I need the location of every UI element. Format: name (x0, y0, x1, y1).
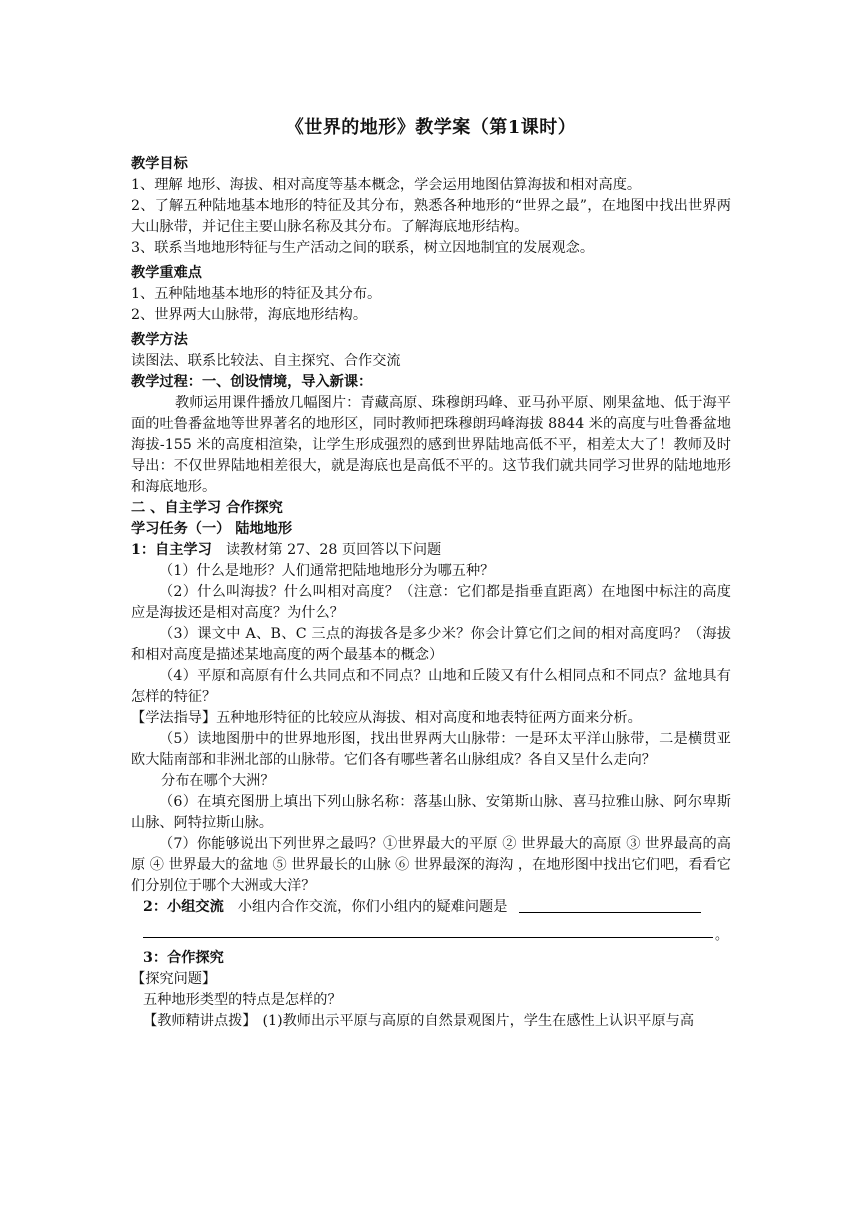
section2-heading: 二 、自主学习 合作探究 (131, 500, 283, 516)
guide-line (131, 708, 731, 729)
question-1: （1）什么是地形？人们通常把陆地地形分为哪五种？ (159, 563, 495, 579)
step1-line (131, 540, 731, 561)
goals-heading: 教学目标 (131, 156, 188, 172)
methods-heading: 教学方法 (131, 332, 188, 348)
key-point-2: 2、世界两大山脉带，海底地形结构。 (131, 307, 368, 323)
step1-text: 读教材第 27、28 页回答以下问题 (225, 542, 442, 558)
inquiry-text: 五种地形类型的特点是怎样的？ (143, 992, 342, 1008)
goal-item-1: 1、理解 地形、海拔、相对高度等基本概念，学会运用地图估算海拔和相对高度。 (131, 177, 642, 193)
question-4: （4）平原和高原有什么共同点和不同点？山地和丘陵又有什么相同点和不同点？盆地具有怎样的特征？ (131, 668, 731, 705)
document-title: 《世界的地形》教学案（第1课时） (285, 117, 577, 138)
goal-item-3: 3、联系当地地形特征与生产活动之间的联系，树立因地制宜的发展观念。 (131, 240, 595, 256)
task1-heading: 学习任务（一） 陆地地形 (131, 521, 293, 537)
question-2: （2）什么叫海拔？什么叫相对高度？（注意：它们都是指垂直距离）在地图中标注的高度应是海拔还是相对高度？为什么？ (131, 584, 731, 621)
step1-label: 1：自主学习 (131, 542, 212, 558)
step3-label: 3：合作探究 (143, 950, 224, 966)
question-6: （6）在填充图册上填出下列山脉名称：落基山脉、安第斯山脉、喜马拉雅山脉、阿尔卑斯山脉、阿特拉斯山脉。 (131, 794, 731, 831)
step2-label: 2：小组交流 (143, 899, 224, 915)
answer-line[interactable] (143, 918, 731, 944)
methods-text: 读图法、联系比较法、自主探究、合作交流 (131, 353, 401, 369)
step2-line (143, 897, 731, 918)
document-body (131, 114, 731, 1032)
inquiry-label: 【探究问题】 (131, 971, 217, 987)
question-3: （3）课文中 A、B、C 三点的海拔各是多少米？你会计算它们之间的相对高度吗？（海拔和相对高度是描述某地高度的两个最基本的概念） (131, 626, 731, 663)
answer-blank[interactable] (519, 898, 701, 913)
question-7: （7）你能够说出下列世界之最吗？①世界最大的平原 ② 世界最大的高原 ③ 世界最高的高原 ④ 世界最大的盆地 ⑤ 世界最长的山脉 ⑥ 世界最深的海沟 ，在地形图中找出它们吧，看看它们分别位于哪个大洲或大洋？ (131, 836, 731, 894)
guide-label: 【学法指导】 (131, 710, 217, 726)
key-points-heading: 教学重难点 (131, 265, 202, 281)
process-heading: 教学过程：一、创设情境，导入新课： (131, 374, 373, 390)
goal-item-2: 2、了解五种陆地基本地形的特征及其分布，熟悉各种地形的“世界之最”，在地图中找出世界两大山脉带，并记住主要山脉名称及其分布。了解海底地形结构。 (131, 198, 731, 235)
process-intro: 教师运用课件播放几幅图片：青藏高原、珠穆朗玛峰、亚马孙平原、刚果盆地、低于海平面的吐鲁番盆地等世界著名的地形区，同时教师把珠穆朗玛峰海拔 8844 米的高度与吐鲁番盆地海拔-155 米的高度相渲染，让学生形成强烈的感到世界陆地高低不平，相差太大了！教师及时导出：不仅世界陆地相差很大，就是海底也是高低不平的。这节我们就共同学习世界的陆地地形和海底地形。 (131, 395, 731, 495)
key-point-1: 1、五种陆地基本地形的特征及其分布。 (131, 286, 382, 302)
teacher-line (143, 1011, 731, 1032)
question-5: （5）读地图册中的世界地形图，找出世界两大山脉带：一是环太平洋山脉带，二是横贯亚欧大陆南部和非洲北部的山脉带。它们各有哪些著名山脉组成？各自又呈什么走向？ (131, 731, 731, 768)
teacher-text: (1)教师出示平原与高原的自然景观图片，学生在感性上认识平原与高 (262, 1013, 695, 1029)
teacher-label: 【教师精讲点拨】 (143, 1013, 257, 1029)
answer-line-end: 。 (715, 928, 729, 943)
question-5-continued: 分布在哪个大洲？ (161, 773, 275, 789)
step2-text: 小组内合作交流，你们小组内的疑难问题是 (237, 899, 508, 915)
guide-text: 五种地形特征的比较应从海拔、相对高度和地表特征两方面来分析。 (216, 710, 642, 726)
